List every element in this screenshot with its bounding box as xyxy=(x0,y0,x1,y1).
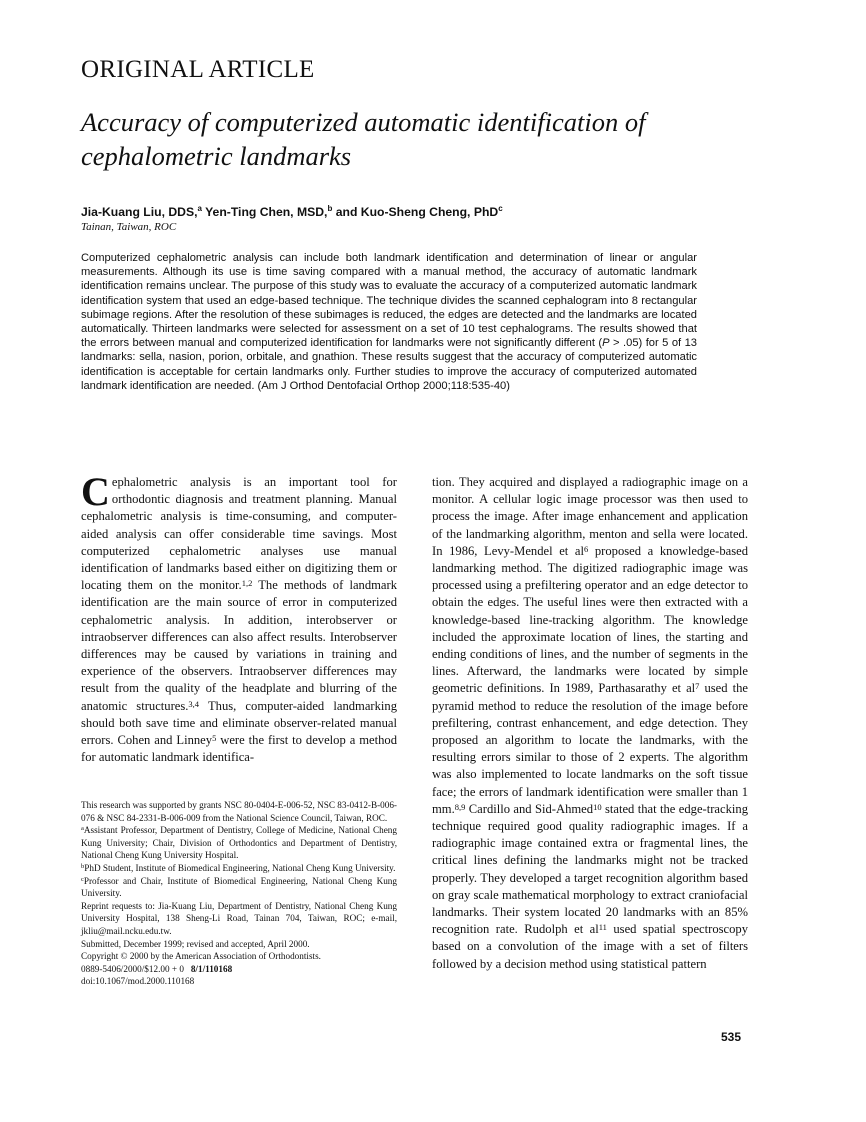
citation-ref: 1,2 xyxy=(241,578,253,589)
affiliation-text: PhD Student, Institute of Biomedical Engineering, National Cheng Kung University. xyxy=(84,862,396,873)
section-label: ORIGINAL ARTICLE xyxy=(81,56,315,83)
author-name: Jia-Kuang Liu, DDS, xyxy=(81,205,198,219)
issn-text: 0889-5406/2000/$12.00 + 0 xyxy=(81,963,184,974)
author-name: and Kuo-Sheng Cheng, PhD xyxy=(335,205,499,219)
author-name: Yen-Ting Chen, MSD, xyxy=(205,205,328,219)
submission-note: Submitted, December 1999; revised and accepted, April 2000. xyxy=(81,938,310,949)
affiliation-note xyxy=(81,862,397,875)
body-column-right xyxy=(432,474,748,973)
affiliation-mark: b xyxy=(81,862,85,870)
author-line xyxy=(81,205,503,219)
body-text: stated that the edge-tracking technique required good quality radiographic images. If a radiographic image contained extra or fragmental lines, the critical lines defining the landmarks might not be tracked properly. They developed a target recognition algorithm based on gray scale mathematical morphology to extract craniofacial landmarks. Their system located 20 landmarks with an 85% recognition rate. Rudolph et al xyxy=(432,801,748,937)
body-text: The methods of landmark identification are the main source of error in computerized cephalometric analysis. In addition, interobserver or intraobserver differences can also affect results. Interobserver differences may be caused by variations in training and experience of the observers. Intraobserver differences may result from the quality of the headplate and blurring of the anatomic structures. xyxy=(81,578,398,713)
body-column-left xyxy=(81,469,398,766)
reprint-note: Reprint requests to: Jia-Kuang Liu, Department of Dentistry, National Cheng Kung University Hospital, 138 Sheng-Li Road, Tainan 704, Taiwan, ROC; e-mail, jkliu@mail.ncku.edu.tw. xyxy=(81,900,397,936)
affiliation-text: Professor and Chair, Institute of Biomedical Engineering, National Cheng Kung University. xyxy=(81,875,397,899)
affiliation-note xyxy=(81,824,397,862)
drop-cap: C xyxy=(81,469,110,514)
body-text: Thus, computer-aided landmarking should both save time and eliminate observer-related manual errors. Cohen and Linney xyxy=(81,698,398,748)
body-text: proposed a knowledge-based landmarking method. The digitized radiographic image was processed using a prefiltering operator and an edge detector to obtain the edges. The useful lines were then extracted with a knowledge-based line-tracking algorithm. The knowledge included the approximate location of lines, the starting and ending conditions of lines, and the number of segments in the lines. Afterward, the landmarks were located by simple geometric definitions. In 1989, Parthasarathy et al xyxy=(432,543,748,696)
affiliation-mark: a xyxy=(197,204,202,213)
citation-ref: 10 xyxy=(593,801,602,812)
body-text: ephalometric analysis is an important tool for orthodontic diagnosis and treatment planning. Manual cephalometric analysis is time-consuming, and computer-aided analysis can offer considerable time savings. Most computerized cephalometric analyses use manual identification of landmarks based either on digitizing them or locating them on the monitor. xyxy=(81,475,397,593)
citation-ref: 5 xyxy=(212,733,217,744)
author-location: Tainan, Taiwan, ROC xyxy=(81,221,177,233)
affiliation-mark: c xyxy=(498,204,503,213)
body-text: Cardillo and Sid-Ahmed xyxy=(465,801,594,816)
citation-ref: 3,4 xyxy=(188,698,200,709)
body-text: were the first to develop a method for automatic landmark identifica- xyxy=(81,733,397,765)
citation-ref: 6 xyxy=(584,543,589,554)
body-text: used the pyramid method to reduce the resolution of the image before prefiltering, contrast enhancement, and edge detection. They proposed an algorithm to locate the landmarks, with the resulting errors similar to those of 2 experts. The algorithm was also implemented to locate landmarks on the soft tissue face; the errors of landmark identification were smaller than 1 mm. xyxy=(432,681,748,816)
affiliation-mark: a xyxy=(81,825,84,833)
citation-ref: 7 xyxy=(695,681,700,692)
doi-note: doi:10.1067/mod.2000.110168 xyxy=(81,976,195,987)
affiliation-text: Assistant Professor, Department of Dentistry, College of Medicine, National Cheng Kung University; Chair, Division of Orthodontics and Department of Dentistry, National Cheng Kung University Hospital. xyxy=(81,825,397,861)
citation-ref: 11 xyxy=(598,922,607,933)
affiliation-mark: b xyxy=(327,204,333,213)
affiliation-note xyxy=(81,875,397,900)
body-text: used spatial spectroscopy based on a convolution of the image with a set of filters followed by a decision method using statistical pattern xyxy=(432,922,749,971)
abstract xyxy=(81,251,697,393)
affiliation-mark: c xyxy=(81,875,84,883)
body-text: tion. They acquired and displayed a radiographic image on a monitor. A cellular logic image processor was then used to process the image. After image enhancement and application of the landmarking algorithm, menton and sella were located. In 1986, Levy-Mendel et al xyxy=(432,475,748,558)
issn-note xyxy=(81,963,397,976)
funding-note: This research was supported by grants NSC 80-0404-E-006-52, NSC 83-0412-B-006-076 & NSC 84-2331-B-006-009 from the National Science Council, Taiwan, ROC. xyxy=(81,800,397,823)
abstract-text: Computerized cephalometric analysis can include both landmark identification and determination of linear or angular measurements. Although its use is time saving compared with a manual method, the accuracy of automatic landmark identification remains unclear. The purpose of this study was to evaluate the accuracy of a computerized automatic landmark identification system that used an edge-based technique. The technique divides the scanned cephalogram into 8 rectangular subimage regions. After the resolution of these subimages is reduced, the edges are detected and the landmarks are located automatically. Thirteen landmarks were selected for assessment on a set of 10 test cephalograms. The results showed that the errors between manual and computerized identification for landmarks were not significantly different ( xyxy=(81,252,697,350)
article-title: Accuracy of computerized automatic identification of cephalometric landmarks xyxy=(81,107,646,171)
citation-ref: 8,9 xyxy=(454,801,466,812)
copyright-note: Copyright © 2000 by the American Association of Orthodontists. xyxy=(81,951,321,962)
footnotes xyxy=(81,799,397,988)
page-number: 535 xyxy=(721,1030,742,1044)
p-value-symbol: P xyxy=(602,337,610,350)
abstract-text: > .05) for 5 of 13 landmarks: sella, nasion, porion, orbitale, and gnathion. These results suggest that the accuracy of computerized automatic identification is acceptable for certain landmarks only. Further studies to improve the accuracy of computerized automated landmark identification are needed. (Am J Orthod Dentofacial Orthop 2000;118:535-40) xyxy=(81,337,697,392)
body-paragraph xyxy=(81,469,398,766)
issn-code: 8/1/110168 xyxy=(190,963,233,974)
body-paragraph xyxy=(432,474,748,973)
